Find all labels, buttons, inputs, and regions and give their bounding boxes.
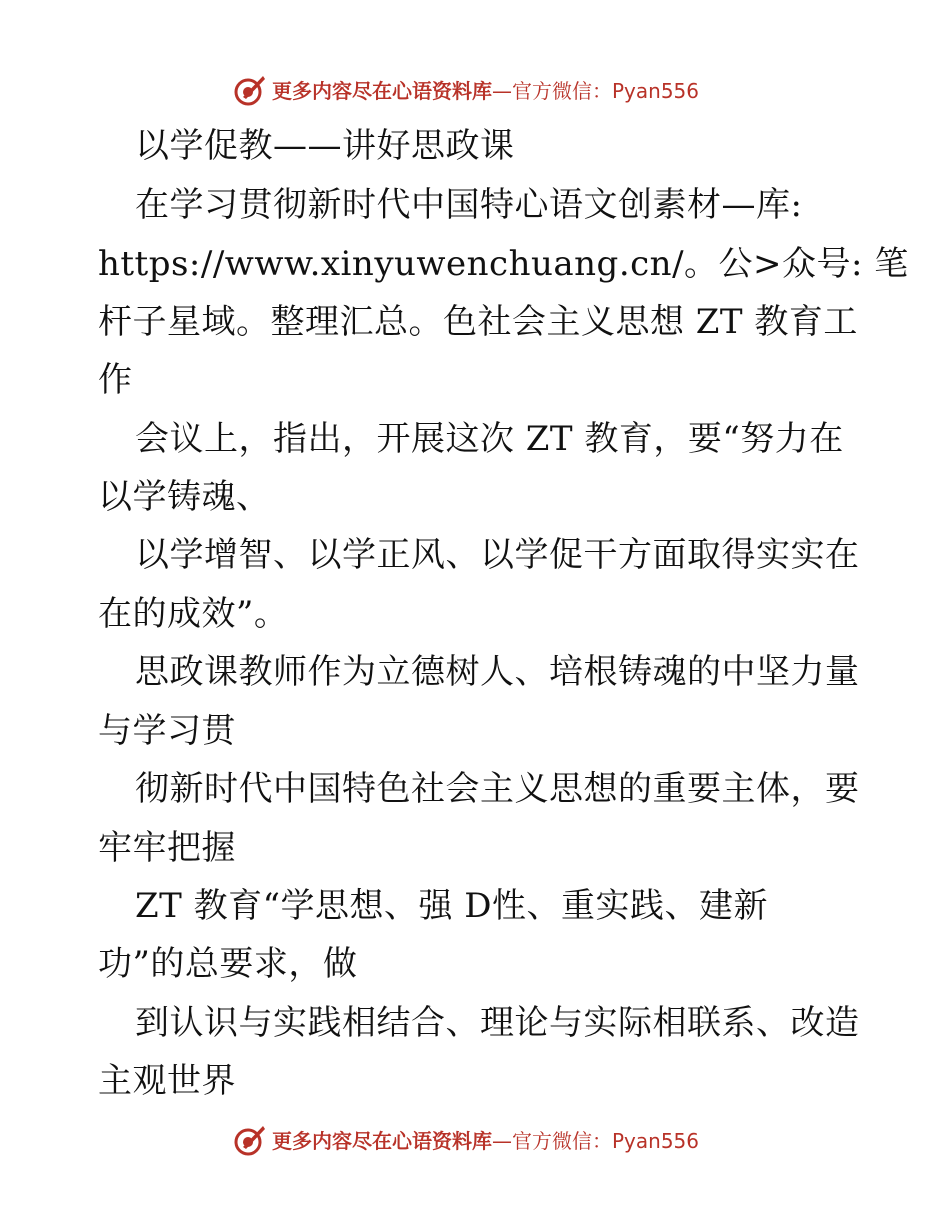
paragraph-line: ZT 教育“学思想、强 D性、重实践、建新	[135, 886, 769, 926]
watermark-banner-bottom	[0, 1121, 950, 1161]
paragraph-line: 功”的总要求，做	[98, 944, 358, 984]
paragraph-line: 与学习贯	[98, 711, 236, 751]
watermark-separator-text: —官方微信：	[492, 1129, 612, 1153]
paragraph-line: 主观世界	[98, 1061, 236, 1101]
watermark-site-text: 更多内容尽在心语资料库	[272, 79, 492, 103]
paragraph-line: 牢牢把握	[98, 828, 236, 868]
watermark-wechat-id: Pyan556	[612, 79, 700, 103]
paragraph-line: 在的成效”。	[98, 594, 289, 634]
paragraph-line: 到认识与实践相结合、理论与实际相联系、改造	[135, 1003, 860, 1043]
watermark-separator-text: —官方微信：	[492, 79, 612, 103]
paragraph-line: 会议上，指出，开展这次 ZT 教育，要“努力在	[135, 419, 844, 459]
watermark-wechat-id: Pyan556	[612, 1129, 700, 1153]
paragraph-line: 杆子星域。整理汇总。色社会主义思想 ZT 教育工	[98, 302, 858, 342]
document-title: 以学促教——讲好思政课	[135, 126, 515, 166]
paragraph-line: 作	[98, 360, 133, 400]
paragraph-line: 以学增智、以学正风、以学促干方面取得实实在	[135, 535, 860, 575]
watermark-site-text: 更多内容尽在心语资料库	[272, 1129, 492, 1153]
quill-logo-icon	[233, 1123, 267, 1157]
paragraph-line: 彻新时代中国特色社会主义思想的重要主体，要	[135, 769, 860, 809]
paragraph-line: 在学习贯彻新时代中国特心语文创素材—库:	[135, 185, 803, 225]
paragraph-line: https://www.xinyuwenchuang.cn/。公>众号: 笔	[98, 244, 909, 284]
paragraph-line: 以学铸魂、	[98, 477, 271, 517]
paragraph-line: 思政课教师作为立德树人、培根铸魂的中坚力量	[135, 652, 860, 692]
